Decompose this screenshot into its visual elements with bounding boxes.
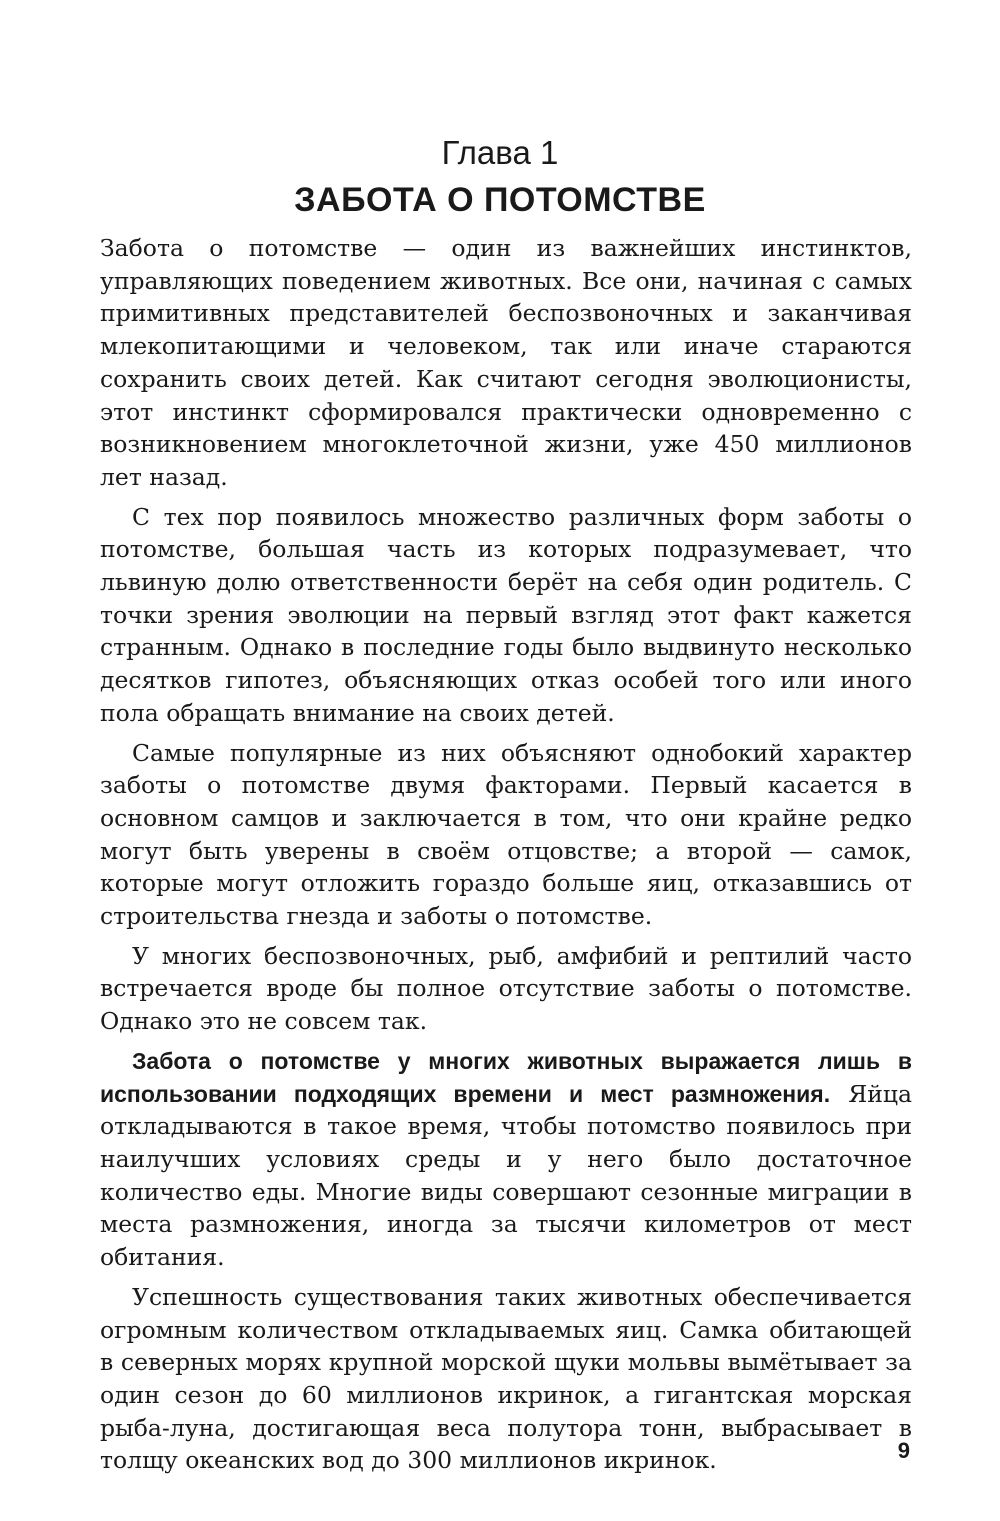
- paragraph-text: Яйца откладываются в такое время, чтобы потомство появилось при наилучших условиях среды и у него было достаточное количество еды. Многие виды совершают сезонные миграции в места размножения, иногда за тысячи километров от мест обитания.: [100, 1079, 913, 1272]
- paragraph-lead-bold: Забота о потомстве у многих животных выражается лишь в использовании подходящих времени и мест размножения.: [100, 1047, 912, 1107]
- paragraph: [100, 737, 912, 933]
- paragraph: [100, 940, 912, 1038]
- paragraph: [100, 1045, 912, 1274]
- page-number: 9: [897, 1438, 910, 1463]
- paragraph: [100, 232, 912, 494]
- paragraph-text: Самые популярные из них объясняют однобокий характер заботы о потомстве двумя факторами. Первый касается в основном самцов и заключается в том, что они крайне редко могут быть уверены в своём отцовстве; а второй — самок, которые могут отложить гораздо больше яиц, отказавшись от строительства гнезда и заботы о потомстве.: [100, 738, 912, 931]
- paragraph-text: Забота о потомстве — один из важнейших инстинктов, управляющих поведением животных. Все они, начиная с самых примитивных представителей беспозвоночных и заканчивая млекопитающими и человеком, так или иначе стараются сохранить своих детей. Как считают сегодня эволюционисты, этот инстинкт сформировался практически одновременно с возникновением многоклеточной жизни, уже 450 миллионов лет назад.: [100, 234, 912, 491]
- paragraph: [100, 1281, 912, 1477]
- paragraph-text: У многих беспозвоночных, рыб, амфибий и рептилий часто встречается вроде бы полное отсутствие заботы о потомстве. Однако это не совсем так.: [100, 941, 912, 1036]
- paragraph: [100, 501, 912, 730]
- chapter-title: ЗАБОТА О ПОТОМСТВЕ: [294, 181, 706, 219]
- chapter-number: Глава 1: [441, 134, 559, 171]
- paragraph-text: Успешность существования таких животных обеспечивается огромным количеством откладываемых яиц. Самка обитающей в северных морях крупной морской щуки мольвы вымётывает за один сезон до 60 миллионов икринок, а гигантская морская рыба-луна, достигающая веса полутора тонн, выбрасывает в толщу океанских вод до 300 миллионов икринок.: [100, 1282, 912, 1475]
- paragraph-text: С тех пор появилось множество различных форм заботы о потомстве, большая часть из которых подразумевает, что львиную долю ответственности берёт на себя один родитель. С точки зрения эволюции на первый взгляд этот факт кажется странным. Однако в последние годы было выдвинуто несколько десятков гипотез, объясняющих отказ особей того или иного пола обращать внимание на своих детей.: [100, 502, 912, 727]
- chapter-body: [100, 232, 912, 1484]
